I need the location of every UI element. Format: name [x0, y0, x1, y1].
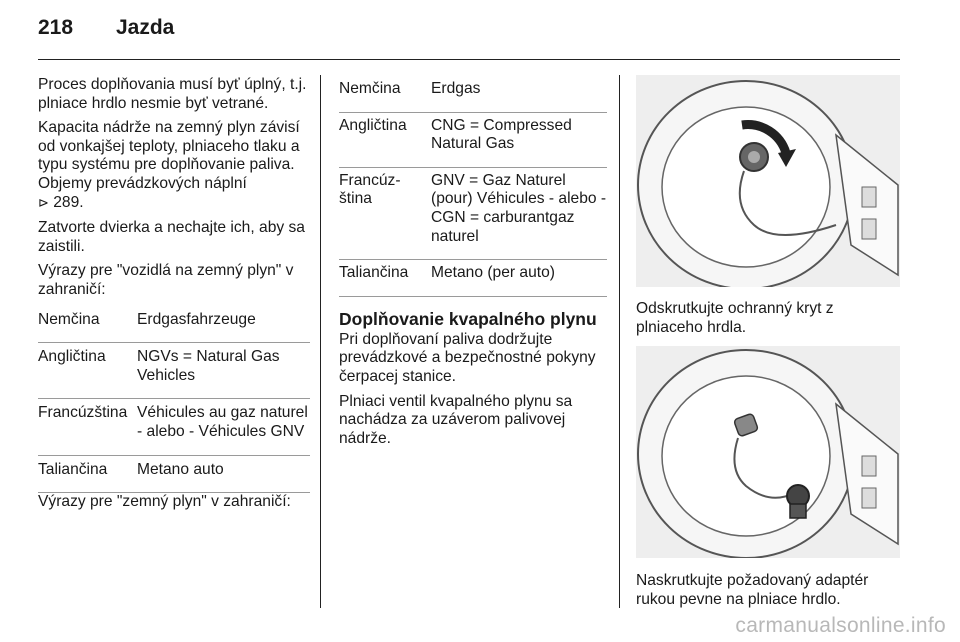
page-header: [38, 16, 174, 48]
paragraph: Výrazy pre "zemný plyn" v zahraničí:: [38, 493, 291, 511]
language-cell: Angličtina: [339, 112, 431, 167]
paragraph-text: Kapacita nádrže na zemný plyn závisí od vonkajšej teploty, plniaceho tlaku a typu systému pre doplňovanie paliva. Objemy prevádzkových náplní: [38, 119, 300, 192]
gas-terms-table: [339, 76, 607, 297]
table-row: [38, 455, 310, 493]
term-cell: Metano auto: [137, 455, 310, 493]
term-cell: Erdgas: [431, 76, 607, 112]
language-cell: Taliančina: [38, 455, 137, 493]
paragraph: [38, 119, 310, 213]
column-2: [339, 76, 607, 454]
figure-screw-adapter: [636, 346, 900, 558]
term-cell: Erdgasfahrzeuge: [137, 306, 310, 343]
paragraph: Zatvorte dvierka a nechajte ich, aby sa zaistili.: [38, 219, 305, 255]
header-rule: [38, 59, 900, 60]
column-1: [38, 76, 310, 518]
language-cell: Francúzština: [38, 399, 137, 455]
term-cell: GNV = Gaz Naturel (pour) Véhicules - alebo - CGN = carburantgaz naturel: [431, 167, 607, 259]
page-number: 218: [38, 16, 74, 39]
filler-adapter-illustration: [636, 346, 900, 558]
column-divider: [619, 75, 620, 608]
table-row: [38, 399, 310, 455]
language-cell: Nemčina: [38, 306, 137, 343]
language-cell: Francúz- ština: [339, 167, 431, 259]
term-cell: Metano (per auto): [431, 260, 607, 297]
term-cell: NGVs = Natural Gas Vehicles: [137, 343, 310, 399]
term-cell: CNG = Compressed Natural Gas: [431, 112, 607, 167]
table-row: [38, 343, 310, 399]
language-cell: Angličtina: [38, 343, 137, 399]
column-divider: [320, 75, 321, 608]
language-cell: Nemčina: [339, 76, 431, 112]
language-cell: Taliančina: [339, 260, 431, 297]
page-reference-link[interactable]: 289.: [53, 193, 84, 211]
table-row: [38, 306, 310, 343]
paragraph: Proces doplňovania musí byť úplný, t.j. plniace hrdlo nesmie byť vetrané.: [38, 76, 307, 112]
figure-unscrew-cap: [636, 75, 900, 287]
watermark: carmanualsonline.info: [735, 614, 946, 637]
term-cell: Véhicules au gaz naturel - alebo - Véhicules GNV: [137, 399, 310, 455]
fuel-filler-cap-illustration: [636, 75, 900, 287]
table-row: [339, 76, 607, 112]
page-reference-arrow-icon: ⊳: [38, 195, 49, 211]
table-row: [339, 112, 607, 167]
table-row: [339, 260, 607, 297]
paragraph: Pri doplňovaní paliva dodržujte prevádzkové a bezpečnostné pokyny čerpacej stanice.: [339, 330, 596, 385]
section-title: Jazda: [116, 16, 175, 39]
paragraph: Plniaci ventil kvapalného plynu sa nachádza za uzáverom palivovej nádrže.: [339, 392, 573, 447]
figure-caption: Naskrutkujte požadovaný adaptér rukou pevne na plniace hrdlo.: [636, 572, 869, 608]
vehicle-terms-table: [38, 306, 310, 494]
figure-caption: Odskrutkujte ochranný kryt z plniaceho hrdla.: [636, 300, 834, 336]
paragraph: Výrazy pre "vozidlá na zemný plyn" v zahraničí:: [38, 262, 294, 298]
section-heading: Doplňovanie kvapalného plynu: [339, 308, 597, 329]
table-row: [339, 167, 607, 259]
